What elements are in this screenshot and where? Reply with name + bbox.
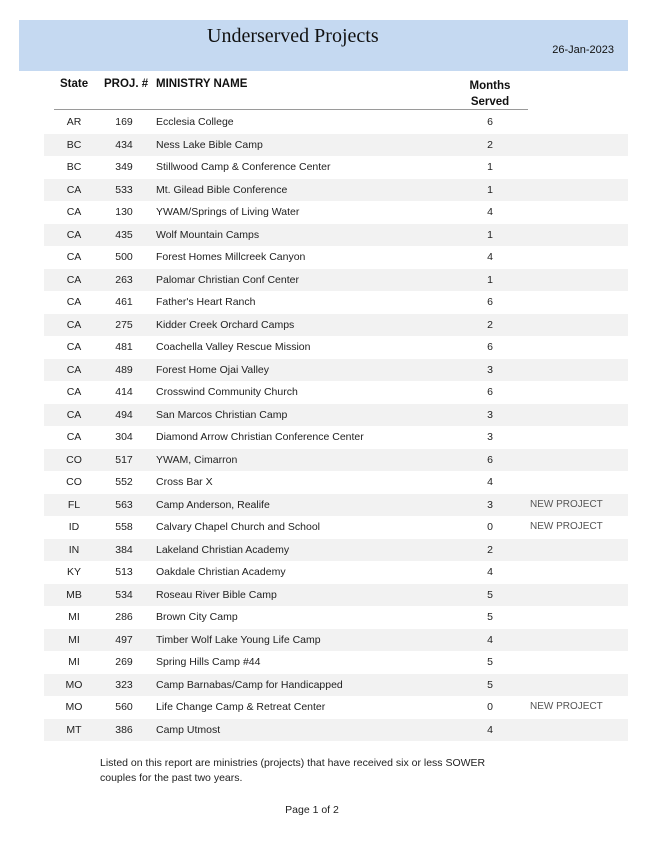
table-row bbox=[44, 584, 628, 607]
cell-state: CA bbox=[66, 273, 82, 286]
cell-months-served: 3 bbox=[487, 363, 493, 376]
cell-project-number: 286 bbox=[115, 611, 133, 623]
table-row bbox=[44, 539, 628, 562]
cell-state: FL bbox=[67, 498, 81, 511]
cell-ministry-name: Camp Utmost bbox=[156, 723, 221, 736]
table-row bbox=[44, 674, 628, 697]
table-row bbox=[44, 561, 628, 584]
cell-state: CA bbox=[66, 296, 82, 308]
cell-project-number: 563 bbox=[115, 498, 133, 511]
cell-project-number: 323 bbox=[115, 678, 133, 691]
cell-ministry-name: Ness Lake Bible Camp bbox=[156, 138, 263, 151]
cell-ministry-name: Wolf Mountain Camps bbox=[156, 228, 260, 241]
cell-state: CA bbox=[66, 363, 82, 376]
cell-ministry-name: Stillwood Camp & Conference Center bbox=[156, 161, 331, 173]
cell-state: MO bbox=[65, 701, 83, 713]
cell-ministry-name: Father's Heart Ranch bbox=[156, 296, 256, 308]
cell-state: CA bbox=[66, 251, 82, 263]
table-row bbox=[44, 134, 628, 157]
cell-project-number: 481 bbox=[115, 341, 133, 353]
cell-ministry-name: YWAM/Springs of Living Water bbox=[156, 206, 300, 218]
cell-ministry-name: Diamond Arrow Christian Conference Center bbox=[156, 431, 364, 443]
cell-ministry-name: Palomar Christian Conf Center bbox=[156, 273, 299, 286]
cell-project-number: 304 bbox=[115, 431, 133, 443]
cell-project-number: 558 bbox=[115, 521, 133, 533]
cell-ministry-name: Mt. Gilead Bible Conference bbox=[156, 183, 288, 196]
cell-project-number: 130 bbox=[115, 206, 133, 218]
cell-ministry-name: Coachella Valley Rescue Mission bbox=[156, 341, 311, 353]
cell-state: MI bbox=[68, 656, 80, 668]
cell-months-served: 1 bbox=[487, 273, 493, 286]
cell-months-served: 5 bbox=[487, 588, 493, 601]
cell-state: ID bbox=[68, 521, 80, 533]
cell-months-served: 0 bbox=[487, 701, 493, 713]
cell-state: CA bbox=[66, 318, 82, 331]
cell-months-served: 4 bbox=[487, 633, 493, 646]
table-row bbox=[44, 426, 628, 449]
cell-ministry-name: Forest Home Ojai Valley bbox=[156, 363, 270, 376]
table-row bbox=[44, 471, 628, 494]
cell-months-served: 4 bbox=[487, 476, 493, 488]
cell-months-served: 2 bbox=[487, 543, 493, 556]
cell-months-served: 5 bbox=[487, 656, 493, 668]
cell-state: CA bbox=[66, 386, 82, 398]
cell-months-served: 6 bbox=[487, 116, 493, 128]
table-row bbox=[44, 359, 628, 382]
cell-ministry-name: Lakeland Christian Academy bbox=[156, 543, 290, 556]
cell-project-number: 435 bbox=[115, 228, 133, 241]
table-row bbox=[44, 404, 628, 427]
column-header-months-line2: Served bbox=[470, 96, 510, 108]
cell-months-served: 1 bbox=[487, 161, 493, 173]
table-row bbox=[44, 606, 628, 629]
header-divider bbox=[54, 109, 528, 110]
report-title: Underserved Projects bbox=[207, 25, 379, 47]
table-row bbox=[44, 314, 628, 337]
cell-months-served: 5 bbox=[487, 678, 493, 691]
cell-state: CA bbox=[66, 206, 82, 218]
cell-project-number: 560 bbox=[115, 701, 133, 713]
cell-state: AR bbox=[66, 116, 82, 128]
cell-state: CA bbox=[66, 431, 82, 443]
table-row bbox=[44, 494, 628, 517]
cell-months-served: 4 bbox=[487, 723, 493, 736]
cell-state: MO bbox=[65, 678, 83, 691]
cell-ministry-name: Calvary Chapel Church and School bbox=[156, 521, 321, 533]
cell-state: BC bbox=[66, 138, 82, 151]
cell-project-number: 434 bbox=[115, 138, 133, 151]
cell-project-number: 349 bbox=[115, 161, 133, 173]
table-row bbox=[44, 156, 628, 179]
cell-state: MI bbox=[68, 611, 80, 623]
table-row bbox=[44, 719, 628, 742]
cell-state: CO bbox=[66, 476, 82, 488]
cell-project-number: 513 bbox=[115, 566, 133, 578]
cell-state: KY bbox=[66, 566, 81, 578]
table-row bbox=[44, 291, 628, 314]
column-header-project-number: PROJ. # bbox=[104, 78, 149, 90]
cell-state: CA bbox=[66, 228, 82, 241]
cell-state: MB bbox=[66, 588, 82, 601]
table-row bbox=[44, 629, 628, 652]
cell-months-served: 5 bbox=[487, 611, 493, 623]
cell-note: NEW PROJECT bbox=[530, 498, 603, 510]
cell-project-number: 500 bbox=[115, 251, 133, 263]
cell-project-number: 497 bbox=[115, 633, 133, 646]
cell-project-number: 533 bbox=[115, 183, 133, 196]
column-header-state: State bbox=[60, 78, 89, 90]
cell-state: CO bbox=[66, 453, 82, 466]
cell-state: IN bbox=[68, 543, 80, 556]
table-row bbox=[44, 651, 628, 674]
cell-state: CA bbox=[66, 341, 82, 353]
cell-ministry-name: Spring Hills Camp #44 bbox=[156, 656, 261, 668]
cell-ministry-name: Brown City Camp bbox=[156, 611, 238, 623]
cell-months-served: 4 bbox=[487, 251, 493, 263]
cell-ministry-name: Life Change Camp & Retreat Center bbox=[156, 701, 326, 713]
cell-months-served: 3 bbox=[487, 498, 493, 511]
cell-project-number: 414 bbox=[115, 386, 133, 398]
table-row bbox=[44, 246, 628, 269]
cell-ministry-name: Timber Wolf Lake Young Life Camp bbox=[156, 633, 321, 646]
report-header-banner bbox=[19, 20, 628, 71]
cell-note: NEW PROJECT bbox=[530, 701, 603, 712]
cell-months-served: 1 bbox=[487, 228, 493, 241]
cell-project-number: 169 bbox=[115, 116, 133, 128]
cell-months-served: 0 bbox=[487, 521, 493, 533]
cell-months-served: 2 bbox=[487, 318, 493, 331]
cell-ministry-name: San Marcos Christian Camp bbox=[156, 408, 288, 421]
cell-state: BC bbox=[66, 161, 82, 173]
cell-project-number: 461 bbox=[115, 296, 133, 308]
table-row bbox=[44, 179, 628, 202]
column-header-months-served bbox=[462, 78, 518, 110]
cell-ministry-name: Crosswind Community Church bbox=[156, 386, 298, 398]
report-date: 26-Jan-2023 bbox=[552, 44, 614, 56]
cell-months-served: 6 bbox=[487, 296, 493, 308]
table-row bbox=[44, 336, 628, 359]
cell-project-number: 269 bbox=[115, 656, 133, 668]
column-header-months-line1: Months bbox=[469, 80, 511, 92]
cell-state: CA bbox=[66, 408, 82, 421]
cell-ministry-name: Ecclesia College bbox=[156, 116, 234, 128]
table-row bbox=[44, 381, 628, 404]
table-row bbox=[44, 449, 628, 472]
table-row bbox=[44, 269, 628, 292]
cell-months-served: 4 bbox=[487, 566, 493, 578]
cell-ministry-name: Oakdale Christian Academy bbox=[156, 566, 286, 578]
table-row bbox=[44, 201, 628, 224]
table-row bbox=[44, 696, 628, 719]
table-row bbox=[44, 111, 628, 134]
cell-months-served: 3 bbox=[487, 408, 493, 421]
cell-months-served: 3 bbox=[487, 431, 493, 443]
cell-months-served: 1 bbox=[487, 183, 493, 196]
cell-state: MI bbox=[68, 633, 80, 646]
cell-project-number: 552 bbox=[115, 476, 133, 488]
cell-state: CA bbox=[66, 183, 82, 196]
table-row bbox=[44, 516, 628, 539]
report-footnote: Listed on this report are ministries (projects) that have received six or less SOWER couples for the past two years. bbox=[100, 757, 486, 784]
cell-ministry-name: Camp Barnabas/Camp for Handicapped bbox=[156, 678, 343, 691]
cell-project-number: 263 bbox=[115, 273, 133, 286]
cell-project-number: 384 bbox=[115, 543, 133, 556]
cell-state: MT bbox=[66, 723, 82, 736]
cell-ministry-name: Cross Bar X bbox=[156, 476, 213, 488]
cell-project-number: 517 bbox=[115, 453, 133, 466]
cell-project-number: 275 bbox=[115, 318, 133, 331]
cell-project-number: 489 bbox=[115, 363, 133, 376]
cell-months-served: 6 bbox=[487, 386, 493, 398]
projects-table-body bbox=[44, 111, 628, 741]
table-row bbox=[44, 224, 628, 247]
cell-ministry-name: Kidder Creek Orchard Camps bbox=[156, 318, 295, 331]
cell-ministry-name: YWAM, Cimarron bbox=[156, 453, 238, 466]
column-header-ministry-name: MINISTRY NAME bbox=[156, 78, 248, 90]
cell-months-served: 6 bbox=[487, 453, 493, 466]
cell-project-number: 494 bbox=[115, 408, 133, 421]
cell-project-number: 386 bbox=[115, 723, 133, 736]
cell-ministry-name: Forest Homes Millcreek Canyon bbox=[156, 251, 306, 263]
cell-months-served: 4 bbox=[487, 206, 493, 218]
page-indicator: Page 1 of 2 bbox=[285, 804, 339, 816]
cell-ministry-name: Camp Anderson, Realife bbox=[156, 498, 270, 511]
cell-project-number: 534 bbox=[115, 588, 133, 601]
cell-note: NEW PROJECT bbox=[530, 521, 603, 532]
cell-ministry-name: Roseau River Bible Camp bbox=[156, 588, 277, 601]
cell-months-served: 6 bbox=[487, 341, 493, 353]
cell-months-served: 2 bbox=[487, 138, 493, 151]
